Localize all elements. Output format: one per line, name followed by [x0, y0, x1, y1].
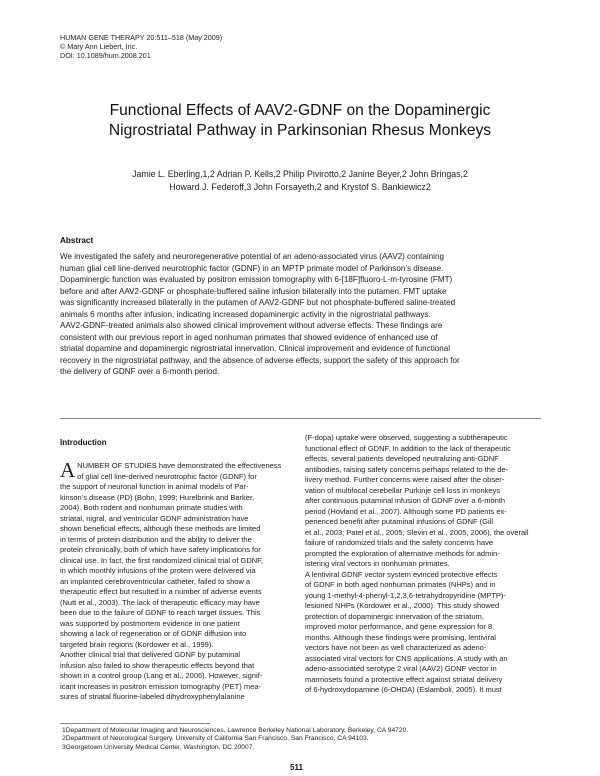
- body-text-line: targeted brain regions (Kordower et al., 1999).: [60, 639, 214, 649]
- body-text-line: et al., 2003; Patel et al., 2005; Slevin et al., 2005, 2006), the overall: [305, 527, 529, 537]
- body-text-line: improved motor performance, and gene expression for 8: [305, 622, 493, 631]
- paper-title: [40, 101, 560, 141]
- body-text-line: in which monthly infusions of the protein were delivered via: [60, 566, 256, 575]
- body-text-line: vectors have not been as well characterized as adeno-: [305, 643, 487, 652]
- abstract-line: recovery in the nigrostriatal pathway, and the absence of adverse effects, support the safety of this approach for: [60, 355, 460, 365]
- abstract-line: was significantly increased bilaterally in the putamen of AAV2-GDNF but not phosphate-buffered saline-treated: [60, 298, 456, 307]
- footnote: 2Department of Neurological Surgery, University of California San Francisco, San Francisco, CA 94103.: [62, 735, 369, 743]
- abstract-line: AAV2-GDNF-treated animals also showed clinical improvement without adverse effects. These findings are: [60, 321, 443, 330]
- body-text-line: an implanted cerebroventricular catheter, failed to show a: [60, 576, 251, 586]
- body-text-line: clinical use. In fact, the first randomized clinical trial of GDNF,: [60, 555, 263, 565]
- body-text-line: in terms of protein distribution and the ability to deliver the: [60, 534, 252, 544]
- doi: DOI: 10.1089/hum.2008.201: [60, 51, 151, 60]
- body-text-line: of glial cell line-derived neurotrophic factor (GDNF) for: [77, 471, 257, 481]
- section-divider: [60, 418, 541, 419]
- footnote: 1Department of Molecular Imaging and Neurosciences, Lawrence Berkeley National Laboratory, Berkeley, CA 94720.: [62, 727, 409, 734]
- affiliation-footnotes: [62, 727, 408, 752]
- body-text-line: after continuous putaminal infusion of GDNF over a 6-month: [305, 496, 506, 505]
- page-number: 511: [290, 763, 303, 772]
- body-text-line: protection of dopaminergic innervation of the striatum,: [305, 611, 484, 621]
- authors-line-1: Jamie L. Eberling,1,2 Adrian P. Kells,2 Philip Pivirotto,2 Janine Beyer,2 John Bringas,2: [132, 169, 468, 179]
- body-text-line: perienced benefit after putaminal infusions of GDNF (Gill: [305, 517, 494, 526]
- abstract-line: the delivery of GDNF over a 6-month period.: [60, 367, 220, 376]
- abstract-line: consistent with our previous report in aged nonhuman primates that showed evidence of enhanced use of: [60, 332, 438, 342]
- body-text-line: was supported by postmortem evidence in one patient: [60, 618, 240, 628]
- body-text-line: A lentiviral GDNF vector system evinced protective effects: [305, 569, 498, 579]
- body-text-line: of 6-hydroxydopamine (6-OHDA) (Eslamboli, 2005). It must: [305, 685, 502, 694]
- body-text-line: adeno-associated serotype 2 viral (AAV2) GDNF vector in: [305, 664, 497, 673]
- body-text-line: been due to the failure of GDNF to reach target tissues. This: [60, 608, 261, 617]
- author-list: [40, 168, 560, 194]
- body-text-line: shown in a control group (Lang et al., 2006). However, signif-: [60, 671, 263, 680]
- body-text-line: functional effect of GDNF. In addition to the lack of therapeutic: [305, 443, 511, 453]
- abstract-body: [60, 251, 541, 378]
- body-text-line: icant increases in positron emission tomography (PET) mea-: [60, 681, 261, 691]
- body-text-line: (Nutt et al., 2003). The lack of therapeutic efficacy may have: [60, 597, 260, 607]
- body-text-line: antibodies, raising safety concerns perhaps related to the de-: [305, 464, 509, 474]
- body-text-line: 2004). Both rodent and nonhuman primate studies with: [60, 503, 243, 512]
- body-text-line: kinson’s disease (PD) (Bohn, 1999; Hurelbrink and Barker,: [60, 492, 255, 502]
- body-text-line: of GDNF in both aged nonhuman primates (NHPs) and in: [305, 580, 496, 589]
- journal-meta: [60, 33, 222, 60]
- body-text-line: infusion also failed to show therapeutic effects beyond that: [60, 660, 255, 670]
- abstract-line: Dopaminergic function was evaluated by positron emission tomography with 6-[18F]fluoro-L-m-tyrosine (FMT): [60, 275, 453, 284]
- body-text-line: NUMBER OF STUDIES have demonstrated the effectiveness: [77, 461, 282, 470]
- body-text-line: sures of striatal fluorine-labeled dihydroxyphenylalanine: [60, 692, 245, 701]
- left-column: [60, 458, 293, 703]
- body-text-line: the support of neuronal function in animal models of Par-: [60, 482, 249, 491]
- body-text-line: vation of multifocal cerebellar Purkinje cell loss in monkeys: [305, 485, 501, 495]
- body-text-line: prompted the exploration of alternative methods for admin-: [305, 548, 500, 558]
- body-text-line: young 1-methyl-4-phenyl-1,2,3,6-tetrahydropyridine (MPTP)-: [305, 590, 506, 600]
- copyright: © Mary Ann Liebert, Inc.: [60, 42, 138, 51]
- title-line-1: Functional Effects of AAV2-GDNF on the Dopaminergic: [109, 102, 491, 119]
- footnote-divider: [60, 723, 210, 724]
- body-text-line: therapeutic effect but resulted in a number of adverse events: [60, 587, 262, 596]
- body-text-line: effects, several patients developed neutralizing anti-GDNF: [305, 454, 499, 463]
- abstract-line: before and after AAV2-GDNF or phosphate-buffered saline infusion bilaterally into the putamen. FMT uptake: [60, 286, 447, 296]
- abstract-line: striatal dopamine and dopaminergic nigrostriatal innervation. Clinical improvement and evidence of functional: [60, 344, 451, 353]
- footnote: 3Georgetown University Medical Center, Washington, DC 20007.: [62, 743, 255, 751]
- introduction-heading: Introduction: [60, 438, 107, 447]
- right-column: [305, 433, 541, 696]
- abstract-line: animals 6 months after infusion, indicating increased dopaminergic activity in the nigrostriatal pathways.: [60, 309, 431, 319]
- body-text-line: failure of randomized trials and the safety concerns have: [305, 538, 494, 547]
- abstract-line: We investigated the safety and neuroregenerative potential of an adeno-associated virus (AAV2) containing: [60, 252, 444, 261]
- body-text-line: months. Although these findings were promising, lentiviral: [305, 632, 496, 642]
- body-text-line: istering viral vectors in nonhuman primates.: [305, 559, 450, 568]
- body-text-line: striatal, nigral, and ventricular GDNF administration have: [60, 513, 249, 523]
- title-line-2: Nigrostriatal Pathway in Parkinsonian Rhesus Monkeys: [108, 122, 492, 139]
- authors-line-2: Howard J. Federoff,3 John Forsayeth,2 and Krystof S. Bankiewicz2: [169, 182, 431, 192]
- body-text-line: associated viral vectors for CNS applications. A study with an: [305, 653, 508, 663]
- body-text-line: protein chronically, both of which have safety implications for: [60, 545, 261, 554]
- body-text-line: period (Hovland et al., 2007). Although some PD patients ex-: [305, 506, 507, 516]
- body-text-line: shown beneficial effects, although these methods are limited: [60, 524, 261, 533]
- body-text-line: livery method. Further concerns were raised after the obser-: [305, 475, 505, 484]
- body-text-line: lesioned NHPs (Kordower et al., 2000). This study showed: [305, 601, 500, 610]
- journal-citation: HUMAN GENE THERAPY 20:511–518 (May 2009): [60, 33, 223, 42]
- body-text-line: Another clinical trial that delivered GDNF by putaminal: [60, 650, 241, 659]
- body-text-line: (F-dopa) uptake were observed, suggesting a subtherapeutic: [305, 433, 508, 442]
- body-text-line: marmosets found a protective effect against striatal delivery: [305, 674, 503, 684]
- abstract-line: human glial cell line-derived neurotrophic factor (GDNF) in an MPTP primate model of Parkinson’s disease.: [60, 263, 444, 273]
- abstract-heading: Abstract: [60, 236, 94, 245]
- body-text-line: showing a lack of regeneration or of GDNF diffusion into: [60, 629, 247, 638]
- drop-cap: A: [60, 458, 76, 482]
